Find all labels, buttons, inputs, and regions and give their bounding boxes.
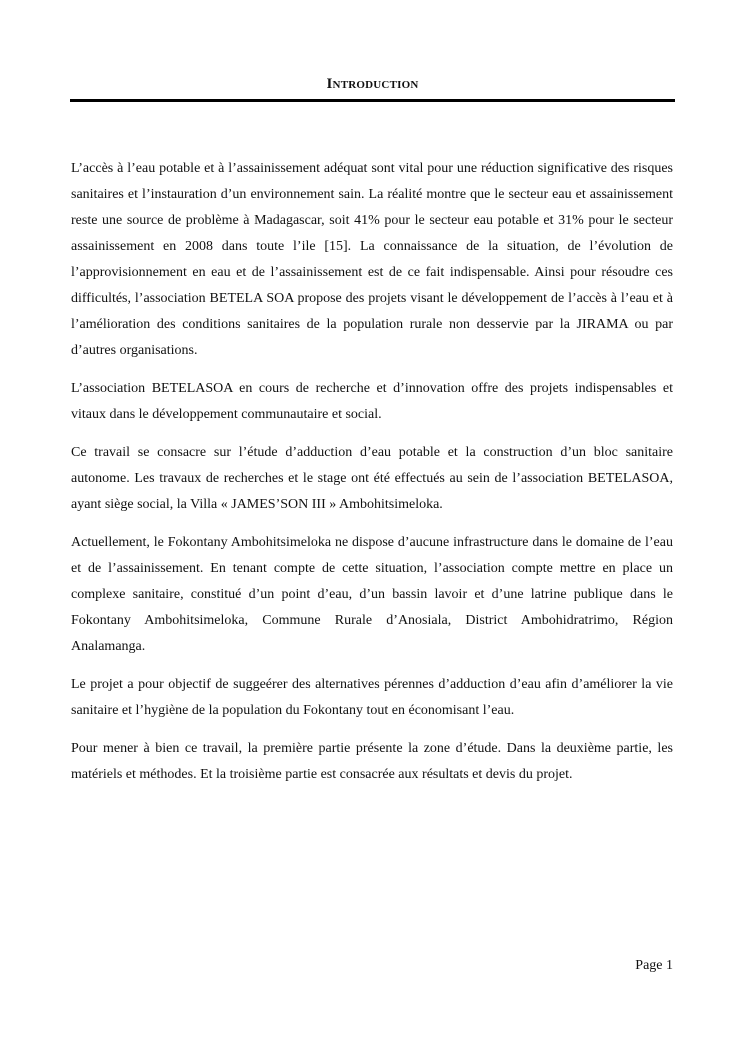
page-number: Page 1 [635,958,673,973]
paragraph-3: Ce travail se consacre sur l’étude d’adduction d’eau potable et la construction d’un bloc sanitaire autonome. Les travaux de recherches et le stage ont été effectués au sein de l’association BETELASOA, ayant siège social, la Villa « JAMES’SON III » Ambohitsimeloka. [71,445,673,512]
paragraph-1: L’accès à l’eau potable et à l’assainissement adéquat sont vital pour une réduction significative des risques sanitaires et l’instauration d’un environnement sain. La réalité montre que le secteur eau et assainissement reste une source de problème à Madagascar, soit 41% pour le secteur eau potable et 31% pour le secteur assainissement en 2008 dans toute l’ile [15]. La connaissance de la situation, de l’évolution de l’approvisionnement en eau et de l’assainissement est de ce fait indispensable. Ainsi pour résoudre ces difficultés, l’association BETELA SOA propose des projets visant le développement de l’accès à l’eau et à l’amélioration des conditions sanitaires de la population rurale non desservie par la JIRAMA ou par d’autres organisations. [71,161,673,358]
paragraph-6: Pour mener à bien ce travail, la première partie présente la zone d’étude. Dans la deuxième partie, les matériels et méthodes. Et la troisième partie est consacrée aux résultats et devis du projet. [71,741,673,782]
title-underline-divider [70,99,675,102]
paragraph-4: Actuellement, le Fokontany Ambohitsimeloka ne dispose d’aucune infrastructure dans le domaine de l’eau et de l’assainissement. En tenant compte de cette situation, l’association compte mettre en place un complexe sanitaire, constitué d’un point d’eau, d’un bassin lavoir et d’une latrine publique dans le Fokontany Ambohitsimeloka, Commune Rurale d’Anosiala, District Ambohidratrimo, Région Analamanga. [71,535,673,654]
body-text [71,156,673,800]
paragraph-2: L’association BETELASOA en cours de recherche et d’innovation offre des projets indispensables et vitaux dans le développement communautaire et social. [71,381,673,422]
paragraph-5: Le projet a pour objectif de suggeérer des alternatives pérennes d’adduction d’eau afin d’améliorer la vie sanitaire et l’hygiène de la population du Fokontany tout en économisant l’eau. [71,677,673,718]
page-title: Introduction [326,76,419,92]
